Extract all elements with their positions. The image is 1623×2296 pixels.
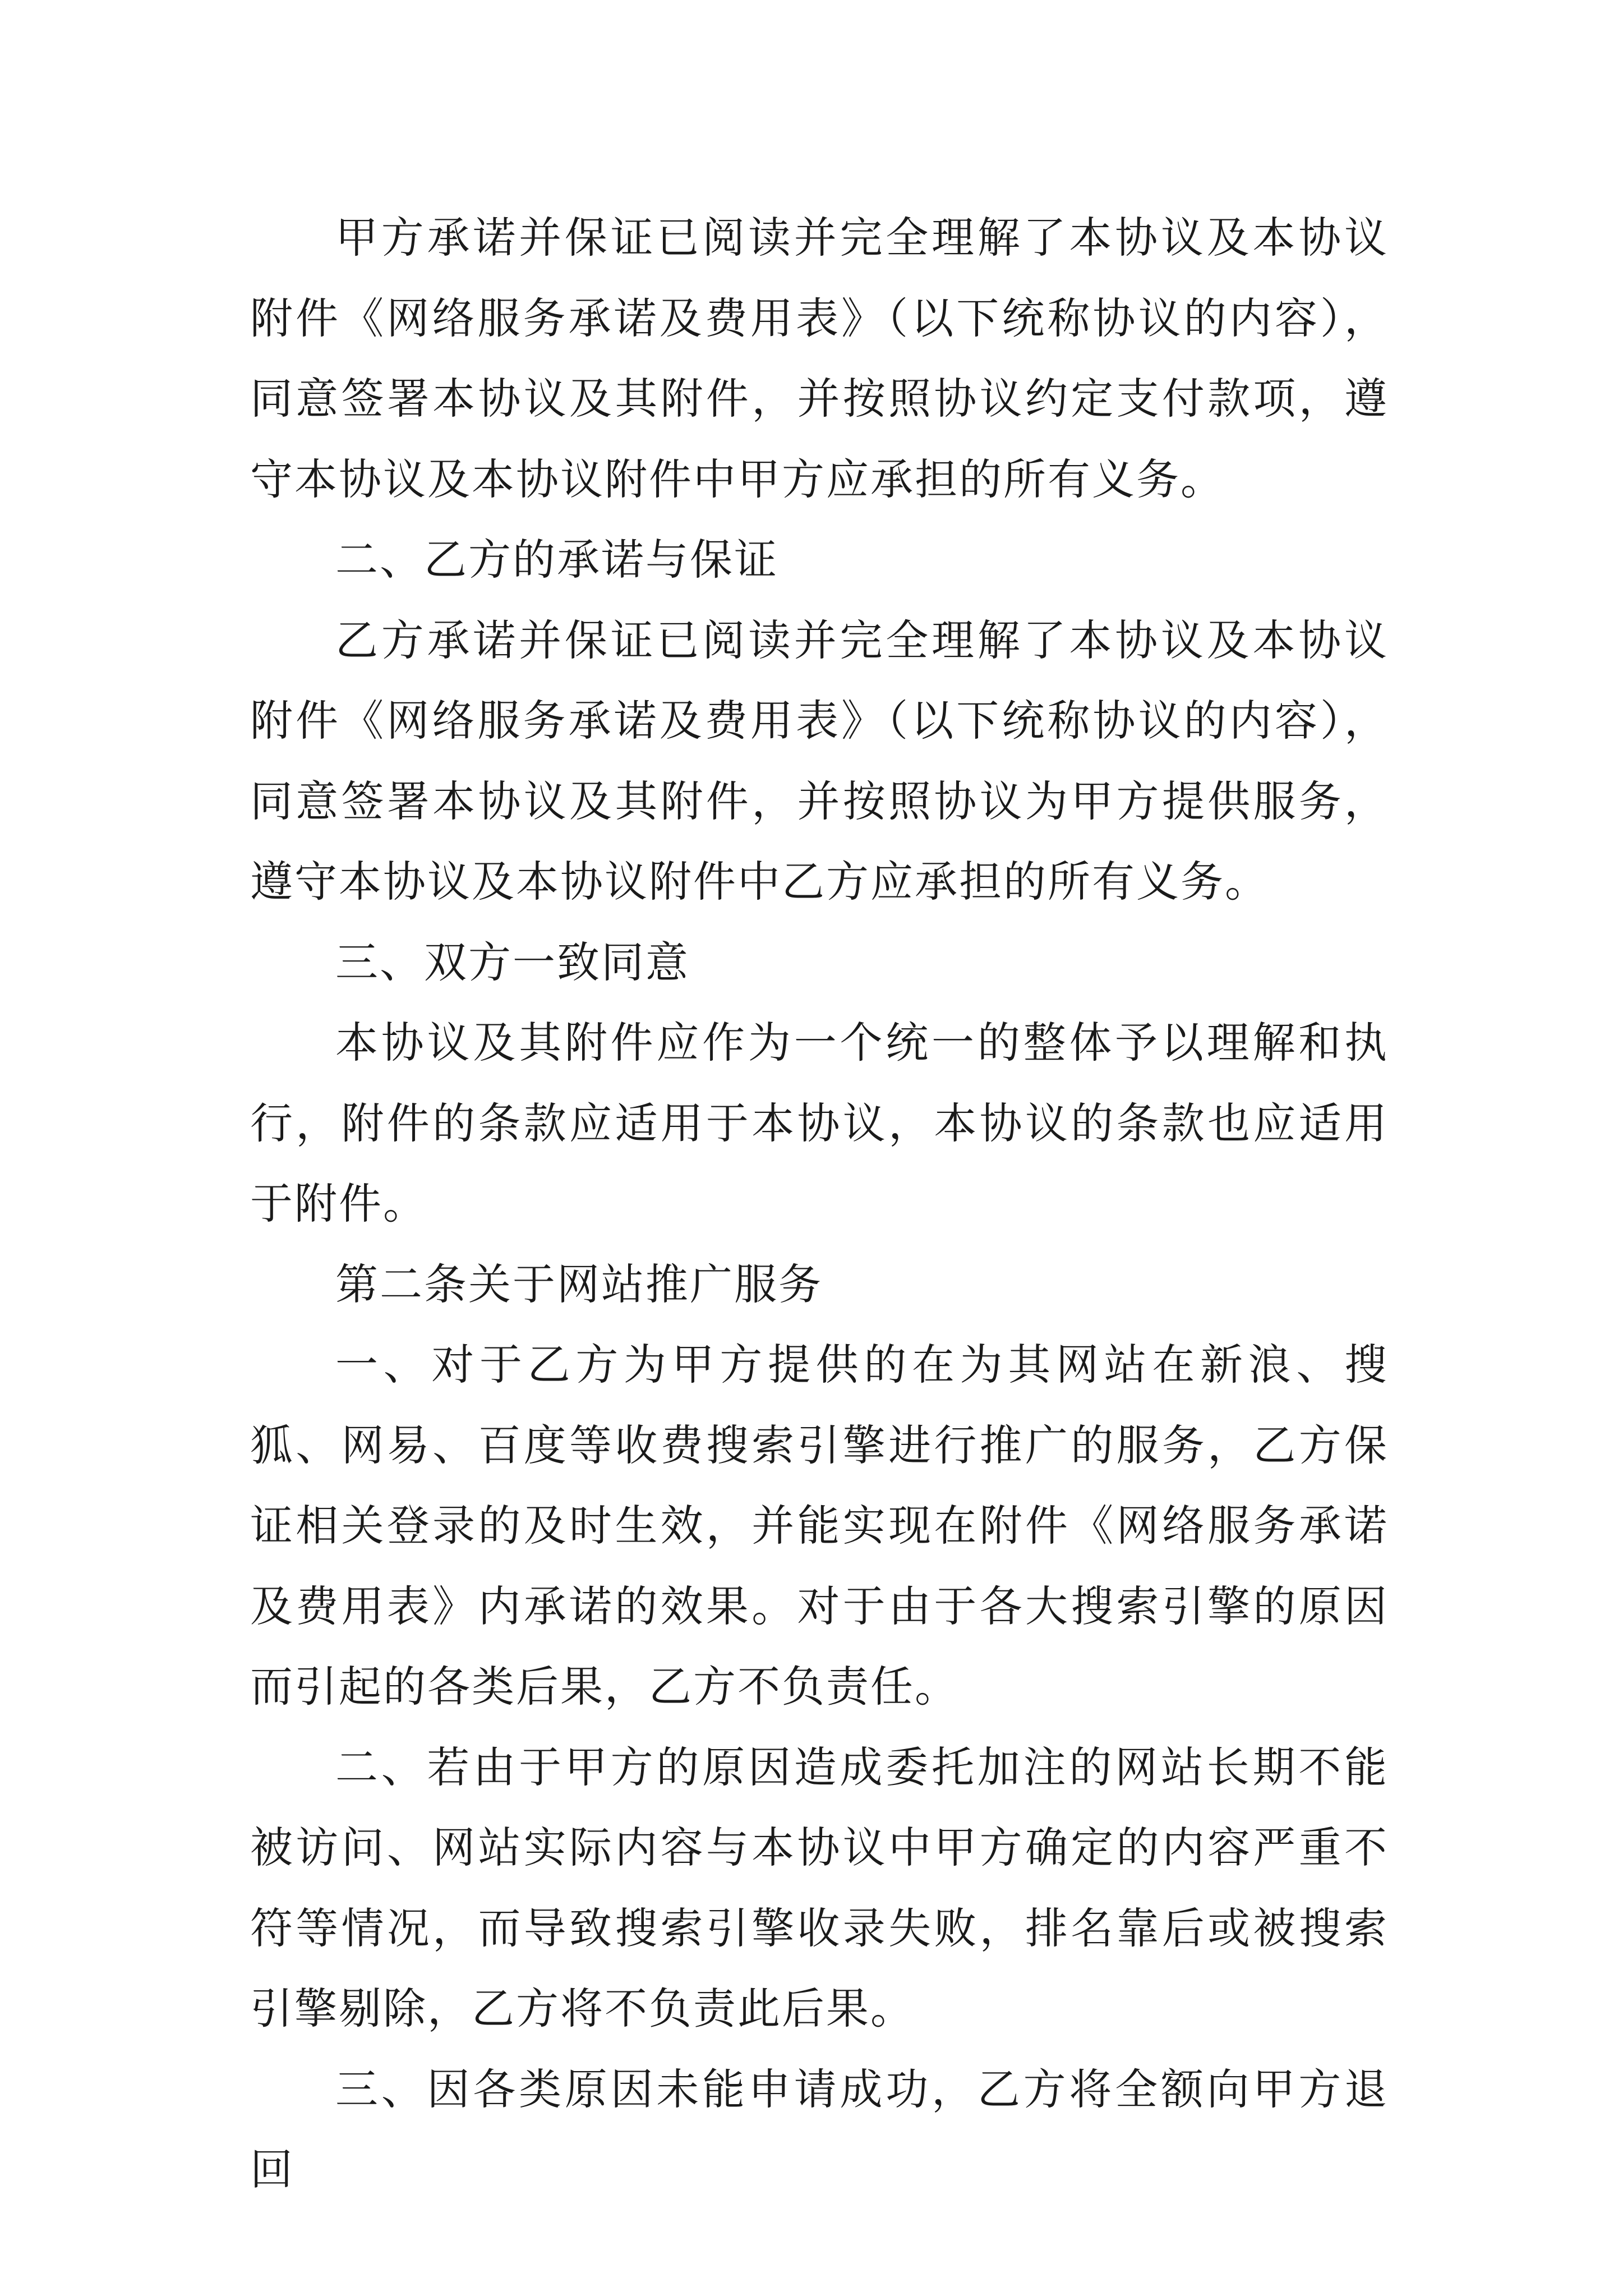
document-body [250,197,1389,2210]
heading-party-b-commitment: 二、乙方的承诺与保证 [335,535,778,585]
heading-article-2: 第二条关于网站推广服务 [335,1259,823,1309]
para-article-2-clause-2: 二、若由于甲方的原因造成委托加注的网站长期不能被访问、网站实际内容与本协议中甲方确定的内容严重不符等情况，而导致搜索引擎收录失败，排名靠后或被搜索引擎剔除，乙方将不负责此后果。 [250,1742,1389,2033]
para-party-b-commitment: 乙方承诺并保证已阅读并完全理解了本协议及本协议附件《网络服务承诺及费用表》（以下统称协议的内容），同意签署本协议及其附件，并按照协议为甲方提供服务，遵守本协议及本协议附件中乙方应承担的所有义务。 [250,615,1389,907]
para-article-2-clause-3: 三、因各类原因未能申请成功，乙方将全额向甲方退回 [250,2064,1389,2194]
para-mutual-agreement: 本协议及其附件应作为一个统一的整体予以理解和执行，附件的条款应适用于本协议，本协议的条款也应适用于附件。 [250,1018,1389,1228]
para-article-2-clause-1: 一、对于乙方为甲方提供的在为其网站在新浪、搜狐、网易、百度等收费搜索引擎进行推广的服务，乙方保证相关登录的及时生效，并能实现在附件《网络服务承诺及费用表》内承诺的效果。对于由于各大搜索引擎的原因而引起的各类后果，乙方不负责任。 [250,1340,1389,1711]
para-party-a-commitment: 甲方承诺并保证已阅读并完全理解了本协议及本协议附件《网络服务承诺及费用表》（以下统称协议的内容），同意签署本协议及其附件，并按照协议约定支付款项，遵守本协议及本协议附件中甲方应承担的所有义务。 [250,213,1389,504]
heading-mutual-agreement: 三、双方一致同意 [335,937,690,987]
